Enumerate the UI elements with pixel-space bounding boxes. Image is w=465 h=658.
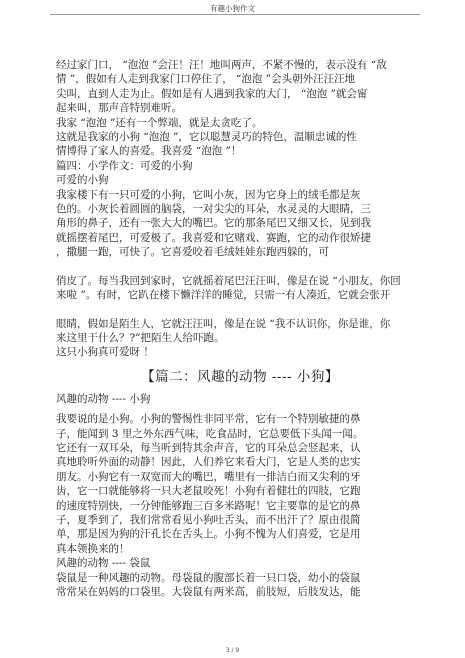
- paragraph-line: 的速度特别快，一分钟能够跑三百多米路呢！它主要靠的是它的鼻: [56, 499, 361, 512]
- section-1: [56, 58, 424, 260]
- paragraph-line: 情 ”，假如有人走到我家门口停住了， “泡泡 ”会头朝外汪汪汪地: [56, 73, 356, 86]
- paragraph-line: 就摇摆着尾巴，可爱极了。我喜爱和它赌戏、赛跑，它的动作很矫捷: [56, 231, 371, 244]
- paragraph-line: 色的。小灰长着圆圆的脑袋，一对尖尖的耳朵，水灵灵的大眼睛，三: [56, 203, 371, 216]
- document-body: [56, 58, 424, 599]
- paragraph-line: 它还有一双耳朵，每当听到特其余声音，它的耳朵总会竖起来，认: [56, 441, 361, 454]
- essay-title: 风趣的动物 ---- 袋鼠: [56, 557, 151, 570]
- page-header-title: 有趣小狗作文: [210, 4, 255, 13]
- essay-title: 风趣的动物 ---- 小狗: [56, 392, 151, 405]
- paragraph-line: 来这里干什么？?”把陌生人给吓跑。: [56, 331, 225, 344]
- section-4: [56, 392, 424, 600]
- paragraph-line: 常常呆在妈妈的口袋里。大袋鼠有两米高，前肢短，后肢发达，能: [56, 586, 361, 598]
- paragraph-line: 朋友。小狗它有一双宽而大的嘴巴，嘴里有一排洁白而又尖利的牙: [56, 470, 361, 483]
- paragraph-line: 单，那是因为狗的汗孔长在舌头上。小狗不愧为人们喜爱，它是用: [56, 528, 361, 541]
- paragraph-line: 眼睛，假如是陌生人，它就汪汪叫，像是在说 “我不认识你，你是谁，你: [56, 317, 391, 330]
- paragraph-line: 尖叫，直到人走为止。假如是有人遇到我家的大门， “泡泡 ”就会甯: [56, 87, 368, 100]
- paragraph-gap: [56, 303, 424, 317]
- paragraph-line: 角形的鼻子，还有一张大大的嘴巴。它的那条尾巴又细又长，见到我: [56, 217, 371, 230]
- section-2: [56, 274, 424, 303]
- paragraph-line: 俏皮了。每当我回到家时，它就摇着尾巴汪汪叫，像是在说 “小朋友，你回: [56, 274, 401, 287]
- paragraph-line: 这就是我家的小狗 “泡泡 ”，它以聪慧灵巧的特色，温顺忠诚的性: [56, 131, 357, 144]
- paragraph-line: 情博得了家人的喜爱。我喜爱 “泡泡 ”！: [56, 145, 242, 158]
- paragraph-line: 子，能闻到 3 里之外东西气味，吃食品时，它总要低下头闻一闻。: [56, 427, 364, 440]
- paragraph-line: 我要说的是小狗。小狗的警惕性非同平常，它有一个特别敏捷的鼻: [56, 413, 361, 426]
- paragraph-line: 真本领换来的！: [56, 542, 130, 555]
- paragraph-line: 经过家门口， “泡泡 ”会汪！汪！地叫两声，不紧不慢的，表示没有 “敌: [56, 59, 387, 71]
- chapter-heading: 【篇二：风趣的动物 ---- 小狗】: [141, 368, 339, 385]
- section-subtitle: 篇四：小学作文：可爱的小狗: [56, 159, 193, 172]
- paragraph-line: 袋鼠是一种风趣的动物。母袋鼠的腹部长着一只口袋，幼小的袋鼠: [56, 571, 361, 584]
- page-number: 3 / 9: [225, 647, 240, 654]
- section-3: [56, 317, 424, 360]
- essay-title: 可爱的小狗: [56, 174, 109, 187]
- paragraph-line: 起来叫，那声音特别难听。: [56, 102, 182, 115]
- paragraph-line: 我家 “泡泡 ”还有一个弊端，就是太贪吃了。: [56, 116, 263, 129]
- paragraph-line: 齿，它一口就能够将一只大老鼠咬死！小狗有着健壮的四肢，它跑: [56, 485, 361, 498]
- header-divider: [50, 14, 420, 15]
- paragraph-line: 子，夏季到了，我们常常看见小狗吐舌头，而不出汗了？原由很简: [56, 513, 361, 526]
- paragraph-line: 来啦 ”。有时，它趴在楼下懒洋洋的睡觉，只需一有人凑近，它就会张开: [56, 289, 391, 302]
- paragraph-line: 这只小狗真可爱呀 ！: [56, 346, 154, 359]
- paragraph-line: 我家楼下有一只可爱的小狗，它叫小灰，因为它身上的绒毛都是灰: [56, 188, 361, 201]
- paragraph-gap: [56, 260, 424, 274]
- paragraph-line: ，撒腿一跑，可快了。它喜爱咬着毛绒娃娃东跑西躲的，可: [56, 246, 329, 259]
- paragraph-line: 真地聆听外面的动静！因此，人们养它来看大门，它是人类的忠实: [56, 456, 361, 469]
